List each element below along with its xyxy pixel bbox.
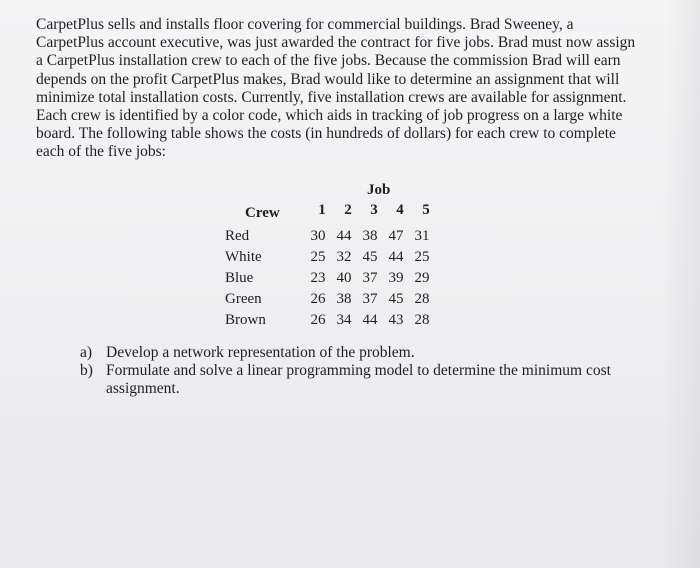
cost-cell: 25 — [310, 249, 326, 265]
question-list — [80, 344, 620, 398]
cost-cell: 38 — [362, 228, 378, 244]
question-text: Formulate and solve a linear programming model to determine the minimum cost assignment. — [106, 362, 611, 397]
question-letter: a) — [80, 344, 93, 361]
job-number: 3 — [370, 202, 378, 218]
crew-name: Blue — [225, 270, 254, 286]
question-text: Develop a network representation of the problem. — [106, 344, 415, 361]
statement-line: CarpetPlus sells and installs floor covering for commercial buildings. Brad Sweeney, a — [36, 16, 574, 33]
statement-line: Each crew is identified by a color code, which aids in tracking of job progress on a large white — [36, 107, 623, 125]
question-item — [80, 344, 620, 362]
page-shadow — [662, 0, 700, 568]
crew-name: Brown — [225, 312, 266, 328]
job-header: Job — [367, 182, 391, 198]
question-letter: b) — [80, 362, 93, 379]
cost-cell: 31 — [414, 228, 430, 244]
cost-cell: 26 — [310, 291, 326, 307]
cost-cell: 45 — [362, 249, 378, 265]
cost-cell: 30 — [310, 228, 326, 244]
table-row — [225, 247, 435, 268]
cost-cell: 39 — [388, 270, 404, 286]
statement-line: CarpetPlus account executive, was just awarded the contract for five jobs. Brad must now assign — [36, 34, 636, 52]
statement-line: depends on the profit CarpetPlus makes, Brad would like to determine an assignment that will — [36, 70, 620, 88]
cost-cell: 23 — [310, 270, 326, 286]
cost-cell: 45 — [388, 291, 404, 307]
cost-cell: 28 — [414, 312, 430, 328]
cost-cell: 47 — [388, 228, 404, 244]
crew-header: Crew — [245, 205, 280, 221]
cost-cell: 25 — [414, 249, 430, 265]
cost-cell: 40 — [336, 270, 352, 286]
crew-name: Green — [225, 291, 262, 307]
statement-line: minimize total installation costs. Currently, five installation crews are available for assignment. — [36, 88, 627, 106]
cost-cell: 29 — [414, 270, 430, 286]
job-number: 1 — [318, 202, 326, 218]
cost-rows — [225, 226, 435, 331]
job-number-row — [309, 202, 439, 219]
statement-line: each of the five jobs: — [36, 143, 166, 161]
crew-name: Red — [225, 228, 250, 244]
cost-cell: 32 — [336, 249, 352, 265]
cost-cell: 26 — [310, 312, 326, 328]
cost-cell: 43 — [388, 312, 404, 328]
cost-cell: 34 — [336, 312, 352, 328]
cost-cell: 44 — [362, 312, 378, 328]
cost-cell: 38 — [336, 291, 352, 307]
cost-cell: 44 — [336, 228, 352, 244]
question-item — [80, 362, 620, 398]
cost-cell: 44 — [388, 249, 404, 265]
table-row — [225, 289, 435, 310]
crew-name: White — [225, 249, 262, 265]
job-number: 5 — [422, 202, 430, 218]
job-number: 4 — [396, 202, 404, 218]
problem-statement — [36, 16, 636, 162]
table-row — [225, 310, 435, 331]
table-row — [225, 226, 435, 247]
table-row — [225, 268, 435, 289]
statement-line: a CarpetPlus installation crew to each of the five jobs. Because the commission Brad will earn — [36, 52, 621, 70]
cost-cell: 37 — [362, 270, 378, 286]
statement-line: board. The following table shows the costs (in hundreds of dollars) for each crew to complete — [36, 125, 616, 143]
job-number: 2 — [344, 202, 352, 218]
cost-cell: 28 — [414, 291, 430, 307]
cost-cell: 37 — [362, 291, 378, 307]
